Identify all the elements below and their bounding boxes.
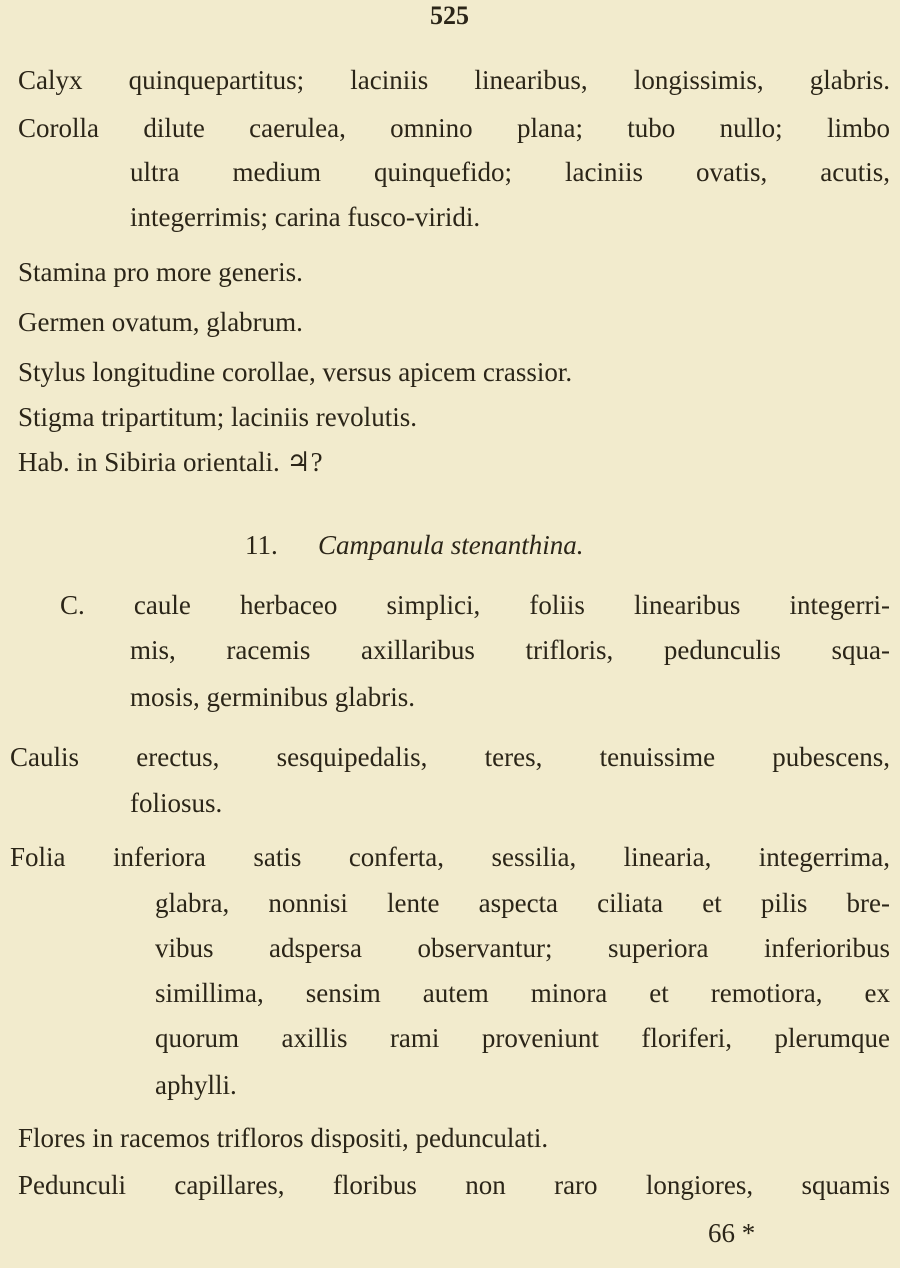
text-line: mis, racemis axillaribus trifloris, pedunculis squa-	[130, 635, 890, 665]
text-line: Stamina pro more generis.	[18, 257, 303, 287]
text-line: glabra, nonnisi lente aspecta ciliata et pilis bre-	[155, 888, 890, 918]
species-name: Campanula stenanthina.	[318, 530, 584, 560]
text-line: Caulis erectus, sesquipedalis, teres, tenuissime pubescens,	[10, 742, 890, 772]
text-line: vibus adspersa observantur; superiora inferioribus	[155, 933, 890, 963]
text-line: Stylus longitudine corollae, versus apicem crassior.	[18, 357, 573, 387]
text-line: C. caule herbaceo simplici, foliis linearibus integerri-	[60, 590, 890, 620]
text-line: Corolla dilute caerulea, omnino plana; tubo nullo; limbo	[18, 113, 890, 143]
text-line: ultra medium quinquefido; laciniis ovatis, acutis,	[130, 157, 890, 187]
text-line: integerrimis; carina fusco-viridi.	[130, 202, 481, 232]
text-line: Calyx quinquepartitus; laciniis linearibus, longissimis, glabris.	[18, 65, 890, 95]
text-line: simillima, sensim autem minora et remotiora, ex	[155, 978, 890, 1008]
text-line: Pedunculi capillares, floribus non raro longiores, squamis	[18, 1170, 890, 1200]
text-line: mosis, germinibus glabris.	[130, 682, 415, 712]
species-number: 11.	[245, 530, 278, 560]
signature-mark: 66 *	[708, 1218, 756, 1248]
text-line: Hab. in Sibiria orientali. ♃?	[18, 447, 323, 477]
text-line: aphylli.	[155, 1070, 237, 1100]
text-line: Germen ovatum, glabrum.	[18, 307, 303, 337]
text-line: Stigma tripartitum; laciniis revolutis.	[18, 402, 417, 432]
text-line: Folia inferiora satis conferta, sessilia, linearia, integerrima,	[10, 842, 890, 872]
text-line: quorum axillis rami proveniunt floriferi, plerumque	[155, 1023, 890, 1053]
page-number: 525	[430, 1, 469, 30]
text-line: Flores in racemos trifloros dispositi, pedunculati.	[18, 1123, 549, 1153]
text-line: foliosus.	[130, 788, 223, 818]
